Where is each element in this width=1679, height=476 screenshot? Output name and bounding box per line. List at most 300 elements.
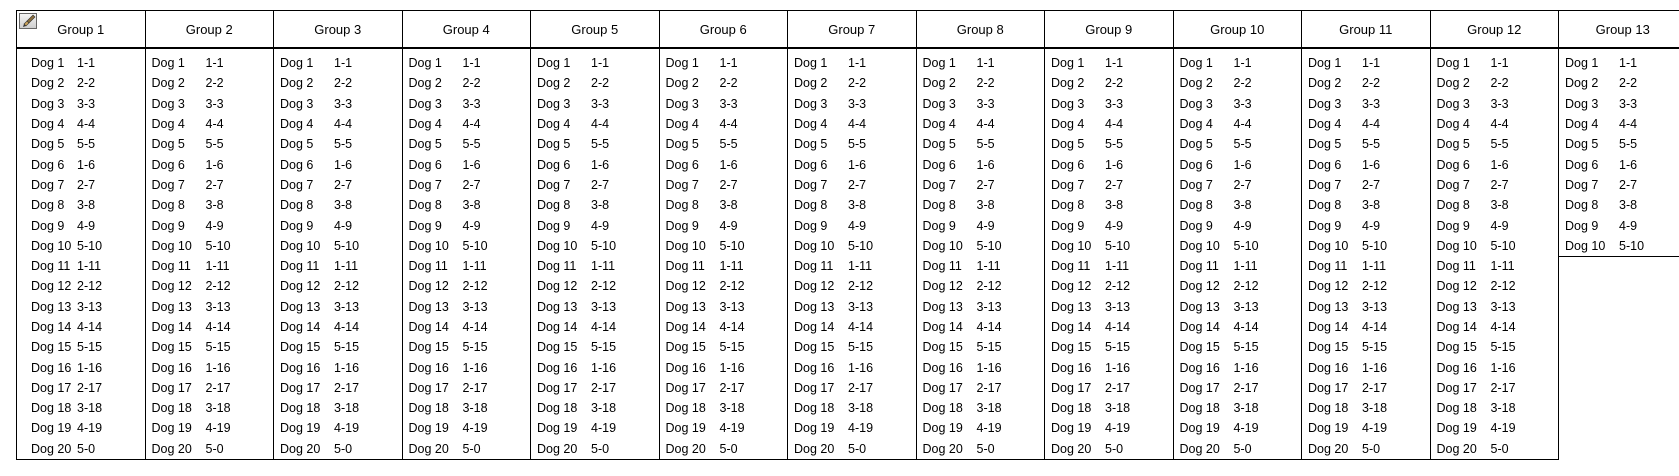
dog-name-cell[interactable]: Dog 20 [794,441,835,456]
dog-name-cell[interactable]: Dog 10 [408,238,449,253]
dog-name-cell[interactable]: Dog 14 [280,320,321,334]
score-cell[interactable]: 1-16 [334,360,360,375]
score-cell[interactable]: 1-1 [1233,56,1252,71]
dog-name-cell[interactable]: Dog 3 [151,96,185,111]
score-cell[interactable]: 2-2 [77,76,96,91]
score-cell[interactable]: 3-13 [334,299,360,314]
score-cell[interactable]: 1-6 [334,157,353,172]
dog-name-cell[interactable]: Dog 6 [1179,157,1213,172]
score-cell[interactable]: 2-12 [591,279,617,294]
score-cell[interactable]: 5-5 [976,137,995,152]
score-cell[interactable]: 2-12 [719,279,745,294]
dog-name-cell[interactable]: Dog 1 [922,56,956,71]
dog-name-cell[interactable]: Dog 9 [537,218,571,233]
dog-name-cell[interactable]: Dog 20 [31,441,72,456]
dog-name-cell[interactable]: Dog 1 [151,56,185,71]
score-cell[interactable]: 5-15 [1233,340,1259,355]
score-cell[interactable]: 5-10 [719,238,745,253]
score-cell[interactable]: 4-4 [1619,117,1638,132]
dog-name-cell[interactable]: Dog 1 [408,56,442,71]
score-cell[interactable]: 3-3 [205,96,224,111]
dog-name-cell[interactable]: Dog 1 [1565,56,1599,71]
dog-name-cell[interactable]: Dog 15 [408,340,449,355]
score-cell[interactable]: 1-6 [719,157,738,172]
score-cell[interactable]: 5-15 [1362,340,1388,355]
dog-name-cell[interactable]: Dog 10 [1051,238,1092,253]
score-cell[interactable]: 1-16 [848,360,874,375]
score-cell[interactable]: 5-0 [719,441,738,456]
score-cell[interactable]: 1-6 [848,157,867,172]
score-cell[interactable]: 3-8 [462,198,481,213]
score-cell[interactable]: 2-2 [1233,76,1252,91]
dog-name-cell[interactable]: Dog 8 [151,198,185,213]
dog-name-cell[interactable]: Dog 20 [1308,441,1349,456]
dog-name-cell[interactable]: Dog 4 [280,117,314,132]
score-cell[interactable]: 1-11 [591,259,616,274]
score-cell[interactable]: 2-7 [205,177,224,192]
dog-name-cell[interactable]: Dog 15 [31,340,72,355]
dog-name-cell[interactable]: Dog 10 [1179,238,1220,253]
dog-name-cell[interactable]: Dog 19 [1051,421,1092,436]
score-cell[interactable]: 2-17 [719,380,745,395]
score-cell[interactable]: 1-6 [591,157,610,172]
score-cell[interactable]: 5-10 [1619,238,1645,253]
dog-name-cell[interactable]: Dog 3 [1051,96,1085,111]
score-cell[interactable]: 1-6 [1105,157,1124,172]
dog-name-cell[interactable]: Dog 11 [408,259,448,274]
score-cell[interactable]: 2-7 [719,177,738,192]
score-cell[interactable]: 4-4 [719,117,738,132]
score-cell[interactable]: 2-17 [462,380,488,395]
score-cell[interactable]: 4-19 [1362,421,1388,436]
score-cell[interactable]: 3-3 [1105,96,1124,111]
dog-name-cell[interactable]: Dog 2 [922,76,956,91]
score-cell[interactable]: 4-4 [1105,117,1124,132]
dog-name-cell[interactable]: Dog 9 [1179,218,1213,233]
dog-name-cell[interactable]: Dog 6 [794,157,828,172]
dog-name-cell[interactable]: Dog 12 [1179,279,1220,294]
dog-name-cell[interactable]: Dog 17 [537,380,578,395]
dog-name-cell[interactable]: Dog 17 [1436,380,1477,395]
dog-name-cell[interactable]: Dog 4 [537,117,571,132]
score-cell[interactable]: 5-5 [1233,137,1252,152]
score-cell[interactable]: 5-10 [848,238,874,253]
dog-name-cell[interactable]: Dog 14 [1308,320,1349,334]
score-cell[interactable]: 3-8 [334,198,353,213]
score-cell[interactable]: 5-5 [1490,137,1509,152]
dog-name-cell[interactable]: Dog 11 [794,259,834,274]
dog-name-cell[interactable]: Dog 4 [1565,117,1599,132]
score-cell[interactable]: 4-14 [591,320,617,334]
dog-name-cell[interactable]: Dog 4 [1179,117,1213,132]
dog-name-cell[interactable]: Dog 20 [1436,441,1477,456]
dog-name-cell[interactable]: Dog 7 [794,177,828,192]
dog-name-cell[interactable]: Dog 6 [1051,157,1085,172]
dog-name-cell[interactable]: Dog 15 [1436,340,1477,355]
score-cell[interactable]: 3-18 [205,401,231,416]
dog-name-cell[interactable]: Dog 7 [1565,177,1599,192]
dog-name-cell[interactable]: Dog 1 [1436,56,1470,71]
dog-name-cell[interactable]: Dog 5 [794,137,828,152]
score-cell[interactable]: 5-10 [1490,238,1516,253]
dog-name-cell[interactable]: Dog 9 [408,218,442,233]
score-cell[interactable]: 5-10 [334,238,360,253]
score-cell[interactable]: 3-18 [1490,401,1516,416]
score-cell[interactable]: 4-19 [848,421,874,436]
dog-name-cell[interactable]: Dog 3 [1436,96,1470,111]
dog-name-cell[interactable]: Dog 10 [537,238,578,253]
score-cell[interactable]: 5-5 [591,137,610,152]
dog-name-cell[interactable]: Dog 17 [151,380,192,395]
score-cell[interactable]: 3-18 [1362,401,1388,416]
dog-name-cell[interactable]: Dog 19 [1179,421,1220,436]
dog-name-cell[interactable]: Dog 7 [280,177,314,192]
score-cell[interactable]: 2-12 [205,279,231,294]
score-cell[interactable]: 3-18 [719,401,745,416]
dog-name-cell[interactable]: Dog 6 [408,157,442,172]
dog-name-cell[interactable]: Dog 9 [665,218,699,233]
score-cell[interactable]: 5-15 [719,340,745,355]
score-cell[interactable]: 4-19 [1233,421,1259,436]
score-cell[interactable]: 5-5 [334,137,353,152]
dog-name-cell[interactable]: Dog 2 [1565,76,1599,91]
dog-name-cell[interactable]: Dog 7 [1308,177,1342,192]
dog-name-cell[interactable]: Dog 18 [408,401,449,416]
dog-name-cell[interactable]: Dog 11 [1179,259,1219,274]
score-cell[interactable]: 3-8 [1233,198,1252,213]
score-cell[interactable]: 3-13 [1490,299,1516,314]
score-cell[interactable]: 3-3 [1362,96,1381,111]
dog-name-cell[interactable]: Dog 20 [1179,441,1220,456]
dog-name-cell[interactable]: Dog 5 [1051,137,1085,152]
dog-name-cell[interactable]: Dog 17 [1308,380,1349,395]
score-cell[interactable]: 4-9 [77,218,96,233]
score-cell[interactable]: 4-9 [976,218,995,233]
score-cell[interactable]: 3-8 [848,198,867,213]
score-cell[interactable]: 4-19 [976,421,1002,436]
dog-name-cell[interactable]: Dog 19 [537,421,578,436]
score-cell[interactable]: 2-7 [462,177,481,192]
score-cell[interactable]: 2-12 [1490,279,1516,294]
score-cell[interactable]: 4-9 [848,218,867,233]
dog-name-cell[interactable]: Dog 8 [1308,198,1342,213]
dog-name-cell[interactable]: Dog 14 [665,320,706,334]
dog-name-cell[interactable]: Dog 16 [794,360,835,375]
dog-name-cell[interactable]: Dog 16 [537,360,578,375]
dog-name-cell[interactable]: Dog 5 [280,137,314,152]
dog-name-cell[interactable]: Dog 3 [794,96,828,111]
dog-name-cell[interactable]: Dog 20 [537,441,578,456]
dog-name-cell[interactable]: Dog 8 [537,198,571,213]
score-cell[interactable]: 3-8 [1490,198,1509,213]
score-cell[interactable]: 3-18 [591,401,617,416]
score-cell[interactable]: 2-7 [976,177,995,192]
dog-name-cell[interactable]: Dog 1 [1308,56,1342,71]
dog-name-cell[interactable]: Dog 17 [280,380,321,395]
score-cell[interactable]: 3-13 [848,299,874,314]
dog-name-cell[interactable]: Dog 4 [1308,117,1342,132]
dog-name-cell[interactable]: Dog 12 [31,279,72,294]
score-cell[interactable]: 2-12 [1105,279,1131,294]
score-cell[interactable]: 2-2 [462,76,481,91]
score-cell[interactable]: 5-10 [976,238,1002,253]
paintbrush-icon[interactable] [19,13,37,29]
score-cell[interactable]: 4-4 [591,117,610,132]
dog-name-cell[interactable]: Dog 9 [1436,218,1470,233]
dog-name-cell[interactable]: Dog 8 [665,198,699,213]
dog-name-cell[interactable]: Dog 5 [408,137,442,152]
dog-name-cell[interactable]: Dog 17 [1179,380,1220,395]
dog-name-cell[interactable]: Dog 18 [922,401,963,416]
score-cell[interactable]: 4-14 [719,320,745,334]
score-cell[interactable]: 2-2 [976,76,995,91]
dog-name-cell[interactable]: Dog 12 [1436,279,1477,294]
score-cell[interactable]: 4-9 [1490,218,1509,233]
score-cell[interactable]: 2-2 [591,76,610,91]
dog-name-cell[interactable]: Dog 6 [31,157,65,172]
dog-name-cell[interactable]: Dog 2 [1051,76,1085,91]
dog-name-cell[interactable]: Dog 5 [922,137,956,152]
dog-name-cell[interactable]: Dog 12 [537,279,578,294]
score-cell[interactable]: 3-18 [1233,401,1259,416]
dog-name-cell[interactable]: Dog 15 [1179,340,1220,355]
dog-name-cell[interactable]: Dog 14 [408,320,449,334]
score-cell[interactable]: 3-3 [77,96,96,111]
score-cell[interactable]: 2-17 [848,380,874,395]
dog-name-cell[interactable]: Dog 20 [151,441,192,456]
score-cell[interactable]: 5-15 [591,340,617,355]
dog-name-cell[interactable]: Dog 9 [1565,218,1599,233]
score-cell[interactable]: 3-3 [1619,96,1638,111]
dog-name-cell[interactable]: Dog 4 [151,117,185,132]
dog-name-cell[interactable]: Dog 16 [1436,360,1477,375]
score-cell[interactable]: 3-8 [77,198,96,213]
score-cell[interactable]: 5-10 [591,238,617,253]
score-cell[interactable]: 5-15 [205,340,231,355]
score-cell[interactable]: 4-19 [205,421,231,436]
score-cell[interactable]: 5-5 [1619,137,1638,152]
score-cell[interactable]: 2-17 [1362,380,1388,395]
score-cell[interactable]: 4-9 [205,218,224,233]
dog-name-cell[interactable]: Dog 11 [922,259,962,274]
score-cell[interactable]: 1-1 [462,56,481,71]
score-cell[interactable]: 5-0 [1105,441,1124,456]
dog-name-cell[interactable]: Dog 14 [794,320,835,334]
score-cell[interactable]: 2-17 [334,380,360,395]
score-cell[interactable]: 5-15 [1490,340,1516,355]
score-cell[interactable]: 1-1 [77,56,96,71]
dog-name-cell[interactable]: Dog 9 [151,218,185,233]
dog-name-cell[interactable]: Dog 5 [31,137,65,152]
score-cell[interactable]: 2-7 [591,177,610,192]
dog-name-cell[interactable]: Dog 14 [922,320,963,334]
dog-name-cell[interactable]: Dog 18 [1051,401,1092,416]
dog-name-cell[interactable]: Dog 1 [794,56,828,71]
dog-name-cell[interactable]: Dog 20 [280,441,321,456]
dog-name-cell[interactable]: Dog 11 [1051,259,1091,274]
dog-name-cell[interactable]: Dog 13 [151,299,192,314]
score-cell[interactable]: 4-4 [462,117,481,132]
score-cell[interactable]: 1-6 [77,157,96,172]
score-cell[interactable]: 2-12 [1233,279,1259,294]
dog-name-cell[interactable]: Dog 2 [151,76,185,91]
score-cell[interactable]: 2-7 [1105,177,1124,192]
score-cell[interactable]: 1-16 [77,360,103,375]
dog-name-cell[interactable]: Dog 16 [1308,360,1349,375]
dog-name-cell[interactable]: Dog 6 [1308,157,1342,172]
score-cell[interactable]: 2-2 [1105,76,1124,91]
score-cell[interactable]: 1-1 [1105,56,1124,71]
dog-name-cell[interactable]: Dog 19 [280,421,321,436]
dog-name-cell[interactable]: Dog 13 [794,299,835,314]
dog-name-cell[interactable]: Dog 4 [922,117,956,132]
score-cell[interactable]: 2-17 [591,380,617,395]
score-cell[interactable]: 5-5 [1105,137,1124,152]
dog-name-cell[interactable]: Dog 10 [922,238,963,253]
score-cell[interactable]: 3-13 [976,299,1002,314]
dog-name-cell[interactable]: Dog 6 [537,157,571,172]
score-cell[interactable]: 4-19 [591,421,617,436]
dog-name-cell[interactable]: Dog 3 [280,96,314,111]
score-cell[interactable]: 5-0 [77,441,96,456]
dog-name-cell[interactable]: Dog 14 [151,320,192,334]
dog-name-cell[interactable]: Dog 2 [537,76,571,91]
dog-name-cell[interactable]: Dog 8 [794,198,828,213]
dog-name-cell[interactable]: Dog 15 [665,340,706,355]
score-cell[interactable]: 3-13 [205,299,231,314]
score-cell[interactable]: 4-14 [334,320,360,334]
score-cell[interactable]: 5-10 [205,238,231,253]
dog-name-cell[interactable]: Dog 13 [537,299,578,314]
score-cell[interactable]: 4-19 [462,421,488,436]
score-cell[interactable]: 3-13 [591,299,617,314]
dog-name-cell[interactable]: Dog 9 [1051,218,1085,233]
score-cell[interactable]: 4-9 [1362,218,1381,233]
dog-name-cell[interactable]: Dog 8 [1436,198,1470,213]
dog-name-cell[interactable]: Dog 3 [1565,96,1599,111]
dog-name-cell[interactable]: Dog 2 [31,76,65,91]
score-cell[interactable]: 3-8 [205,198,224,213]
score-cell[interactable]: 1-16 [462,360,488,375]
score-cell[interactable]: 1-16 [205,360,231,375]
dog-name-cell[interactable]: Dog 3 [1179,96,1213,111]
score-cell[interactable]: 3-18 [334,401,360,416]
dog-name-cell[interactable]: Dog 4 [408,117,442,132]
score-cell[interactable]: 5-5 [205,137,224,152]
dog-name-cell[interactable]: Dog 2 [794,76,828,91]
dog-name-cell[interactable]: Dog 5 [665,137,699,152]
dog-name-cell[interactable]: Dog 5 [537,137,571,152]
dog-name-cell[interactable]: Dog 15 [794,340,835,355]
dog-name-cell[interactable]: Dog 13 [1179,299,1220,314]
score-cell[interactable]: 2-17 [77,380,103,395]
dog-name-cell[interactable]: Dog 17 [665,380,706,395]
score-cell[interactable]: 2-17 [976,380,1002,395]
score-cell[interactable]: 4-14 [462,320,488,334]
score-cell[interactable]: 2-12 [334,279,360,294]
dog-name-cell[interactable]: Dog 15 [151,340,192,355]
dog-name-cell[interactable]: Dog 5 [1179,137,1213,152]
dog-name-cell[interactable]: Dog 3 [665,96,699,111]
score-cell[interactable]: 1-11 [976,259,1001,274]
score-cell[interactable]: 2-17 [1490,380,1516,395]
score-cell[interactable]: 3-3 [848,96,867,111]
dog-name-cell[interactable]: Dog 11 [280,259,320,274]
dog-name-cell[interactable]: Dog 13 [1051,299,1092,314]
score-cell[interactable]: 1-16 [719,360,745,375]
score-cell[interactable]: 1-1 [1362,56,1381,71]
score-cell[interactable]: 4-19 [1105,421,1131,436]
score-cell[interactable]: 2-12 [976,279,1002,294]
dog-name-cell[interactable]: Dog 7 [922,177,956,192]
score-cell[interactable]: 5-0 [591,441,610,456]
score-cell[interactable]: 4-9 [719,218,738,233]
score-cell[interactable]: 5-5 [462,137,481,152]
dog-name-cell[interactable]: Dog 8 [31,198,65,213]
score-cell[interactable]: 5-0 [976,441,995,456]
dog-name-cell[interactable]: Dog 10 [151,238,192,253]
dog-name-cell[interactable]: Dog 2 [1308,76,1342,91]
dog-name-cell[interactable]: Dog 10 [280,238,321,253]
score-cell[interactable]: 2-2 [205,76,224,91]
score-cell[interactable]: 5-10 [1362,238,1388,253]
score-cell[interactable]: 3-13 [462,299,488,314]
dog-name-cell[interactable]: Dog 13 [922,299,963,314]
dog-name-cell[interactable]: Dog 16 [922,360,963,375]
dog-name-cell[interactable]: Dog 18 [665,401,706,416]
score-cell[interactable]: 1-11 [1490,259,1515,274]
dog-name-cell[interactable]: Dog 7 [31,177,65,192]
dog-name-cell[interactable]: Dog 6 [922,157,956,172]
dog-name-cell[interactable]: Dog 2 [665,76,699,91]
score-cell[interactable]: 3-8 [719,198,738,213]
score-cell[interactable]: 3-8 [1105,198,1124,213]
score-cell[interactable]: 4-9 [462,218,481,233]
score-cell[interactable]: 2-17 [1105,380,1131,395]
score-cell[interactable]: 4-4 [77,117,96,132]
dog-name-cell[interactable]: Dog 16 [1051,360,1092,375]
score-cell[interactable]: 1-16 [1233,360,1259,375]
score-cell[interactable]: 2-12 [848,279,874,294]
dog-name-cell[interactable]: Dog 3 [922,96,956,111]
score-cell[interactable]: 1-6 [1490,157,1509,172]
dog-name-cell[interactable]: Dog 17 [1051,380,1092,395]
score-cell[interactable]: 2-7 [334,177,353,192]
score-cell[interactable]: 3-8 [1362,198,1381,213]
score-cell[interactable]: 2-12 [1362,279,1388,294]
score-cell[interactable]: 5-15 [77,340,103,355]
score-cell[interactable]: 2-2 [1362,76,1381,91]
dog-name-cell[interactable]: Dog 16 [665,360,706,375]
dog-name-cell[interactable]: Dog 2 [408,76,442,91]
score-cell[interactable]: 2-12 [462,279,488,294]
dog-name-cell[interactable]: Dog 19 [408,421,449,436]
dog-name-cell[interactable]: Dog 16 [151,360,192,375]
dog-name-cell[interactable]: Dog 13 [31,299,72,314]
score-cell[interactable]: 2-7 [1490,177,1509,192]
score-cell[interactable]: 3-3 [334,96,353,111]
dog-name-cell[interactable]: Dog 12 [1051,279,1092,294]
dog-name-cell[interactable]: Dog 18 [280,401,321,416]
score-cell[interactable]: 3-13 [1362,299,1388,314]
score-cell[interactable]: 3-8 [976,198,995,213]
dog-name-cell[interactable]: Dog 10 [1308,238,1349,253]
score-cell[interactable]: 2-2 [1490,76,1509,91]
dog-name-cell[interactable]: Dog 18 [1436,401,1477,416]
score-cell[interactable]: 3-13 [719,299,745,314]
dog-name-cell[interactable]: Dog 19 [1436,421,1477,436]
score-cell[interactable]: 2-7 [1233,177,1252,192]
